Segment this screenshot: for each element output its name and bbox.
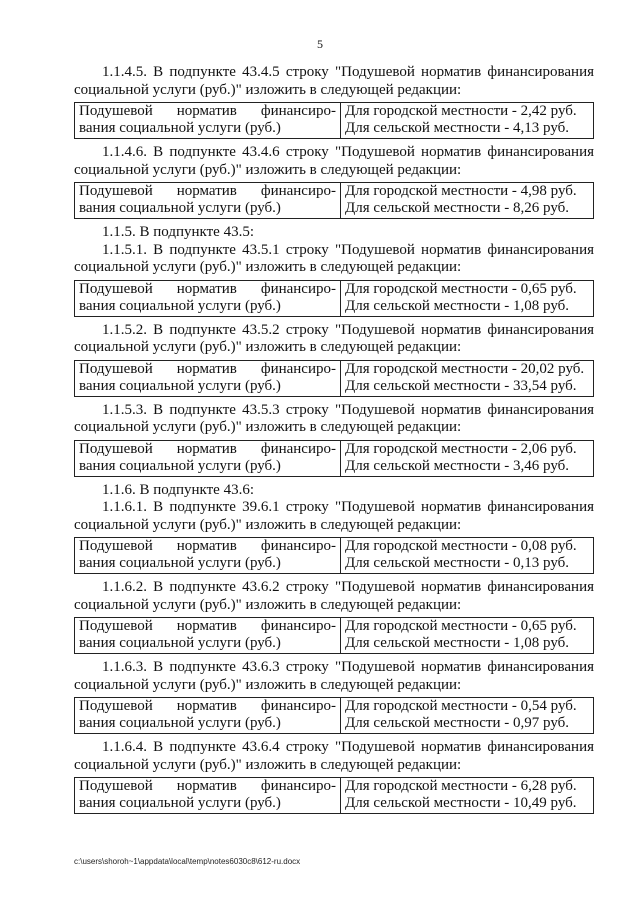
rural-rate: Для сельской местности - 10,49 руб.	[345, 795, 577, 811]
section-heading: 1.1.5.2. В подпункте 43.5.2 строку "Подушевой норматив финансирования социальной услуги (руб.)" изложить в следующей редакции:	[74, 321, 594, 355]
norm-label-cell: Подушевой норматив финансиро- вания социальной услуги (руб.)	[75, 360, 341, 396]
section-heading: 1.1.6.3. В подпункте 43.6.3 строку "Подушевой норматив финансирования социальной услуги (руб.)" изложить в следующей редакции:	[74, 659, 594, 693]
urban-rate: Для городской местности - 2,42 руб.	[345, 103, 577, 119]
rural-rate: Для сельской местности - 4,13 руб.	[345, 120, 570, 136]
section-heading: 1.1.4.5. В подпункте 43.4.5 строку "Подушевой норматив финансирования социальной услуги (руб.)" изложить в следующей редакции:	[74, 64, 594, 98]
norm-label-cell: Подушевой норматив финансиро- вания социальной услуги (руб.)	[75, 440, 341, 476]
section-heading: 1.1.5.1. В подпункте 43.5.1 строку "Подушевой норматив финансирования социальной услуги (руб.)" изложить в следующей редакции:	[74, 241, 594, 275]
page-number: 5	[317, 37, 323, 51]
urban-rate: Для городской местности - 6,28 руб.	[345, 778, 577, 794]
section-heading: 1.1.6.1. В подпункте 39.6.1 строку "Подушевой норматив финансирования социальной услуги (руб.)" изложить в следующей редакции:	[74, 499, 594, 533]
rural-rate: Для сельской местности - 8,26 руб.	[345, 200, 570, 216]
rural-rate: Для сельской местности - 0,13 руб.	[345, 555, 570, 571]
section-heading: 1.1.4.6. В подпункте 43.4.6 строку "Подушевой норматив финансирования социальной услуги (руб.)" изложить в следующей редакции:	[74, 144, 594, 178]
norm-label-cell: Подушевой норматив финансиро- вания социальной услуги (руб.)	[75, 698, 341, 734]
norm-value-cell	[341, 778, 594, 814]
rural-rate: Для сельской местности - 3,46 руб.	[345, 457, 570, 474]
norm-label-cell: Подушевой норматив финансиро- вания социальной услуги (руб.)	[75, 618, 341, 654]
rural-rate: Для сельской местности - 1,08 руб.	[345, 297, 570, 314]
urban-rate: Для городской местности - 20,02 руб.	[345, 360, 585, 377]
norm-value-cell	[341, 698, 594, 734]
section-heading: 1.1.6.2. В подпункте 43.6.2 строку "Подушевой норматив финансирования социальной услуги (руб.)" изложить в следующей редакции:	[74, 579, 594, 613]
urban-rate: Для городской местности - 0,54 руб.	[345, 698, 577, 714]
urban-rate: Для городской местности - 4,98 руб.	[345, 183, 577, 199]
norm-value-cell	[341, 103, 594, 139]
section-heading: 1.1.5.3. В подпункте 43.5.3 строку "Подушевой норматив финансирования социальной услуги (руб.)" изложить в следующей редакции:	[74, 401, 594, 435]
norm-value-cell	[341, 538, 594, 574]
norm-table	[74, 777, 594, 814]
rural-rate: Для сельской местности - 33,54 руб.	[345, 377, 577, 394]
norm-table	[74, 182, 594, 219]
norm-label-cell: Подушевой норматив финансиро- вания социальной услуги (руб.)	[75, 280, 341, 316]
norm-value-cell	[341, 618, 594, 654]
norm-table	[74, 102, 594, 139]
subsection-heading: 1.1.5. В подпункте 43.5:	[102, 224, 255, 240]
subsection-heading: 1.1.6. В подпункте 43.6:	[102, 481, 255, 498]
rural-rate: Для сельской местности - 1,08 руб.	[345, 635, 570, 651]
norm-table	[74, 440, 594, 477]
urban-rate: Для городской местности - 2,06 руб.	[345, 440, 577, 457]
norm-table	[74, 537, 594, 574]
norm-value-cell	[341, 360, 594, 396]
file-path-footer: c:\users\shoroh~1\appdata\local\temp\notes6030c8\612-ru.docx	[74, 857, 301, 866]
urban-rate: Для городской местности - 0,65 руб.	[345, 280, 577, 297]
urban-rate: Для городской местности - 0,65 руб.	[345, 618, 577, 634]
section-heading: 1.1.6.4. В подпункте 43.6.4 строку "Подушевой норматив финансирования социальной услуги (руб.)" изложить в следующей редакции:	[74, 739, 594, 773]
norm-label-cell: Подушевой норматив финансиро- вания социальной услуги (руб.)	[75, 103, 341, 139]
norm-value-cell	[341, 280, 594, 316]
rural-rate: Для сельской местности - 0,97 руб.	[345, 715, 570, 731]
norm-table	[74, 360, 594, 397]
urban-rate: Для городской местности - 0,08 руб.	[345, 538, 577, 554]
document-body	[74, 64, 594, 814]
norm-label-cell: Подушевой норматив финансиро- вания социальной услуги (руб.)	[75, 183, 341, 219]
norm-value-cell	[341, 440, 594, 476]
norm-label-cell: Подушевой норматив финансиро- вания социальной услуги (руб.)	[75, 778, 341, 814]
norm-value-cell	[341, 183, 594, 219]
norm-table	[74, 280, 594, 317]
norm-table	[74, 617, 594, 654]
norm-label-cell: Подушевой норматив финансиро- вания социальной услуги (руб.)	[75, 538, 341, 574]
norm-table	[74, 697, 594, 734]
